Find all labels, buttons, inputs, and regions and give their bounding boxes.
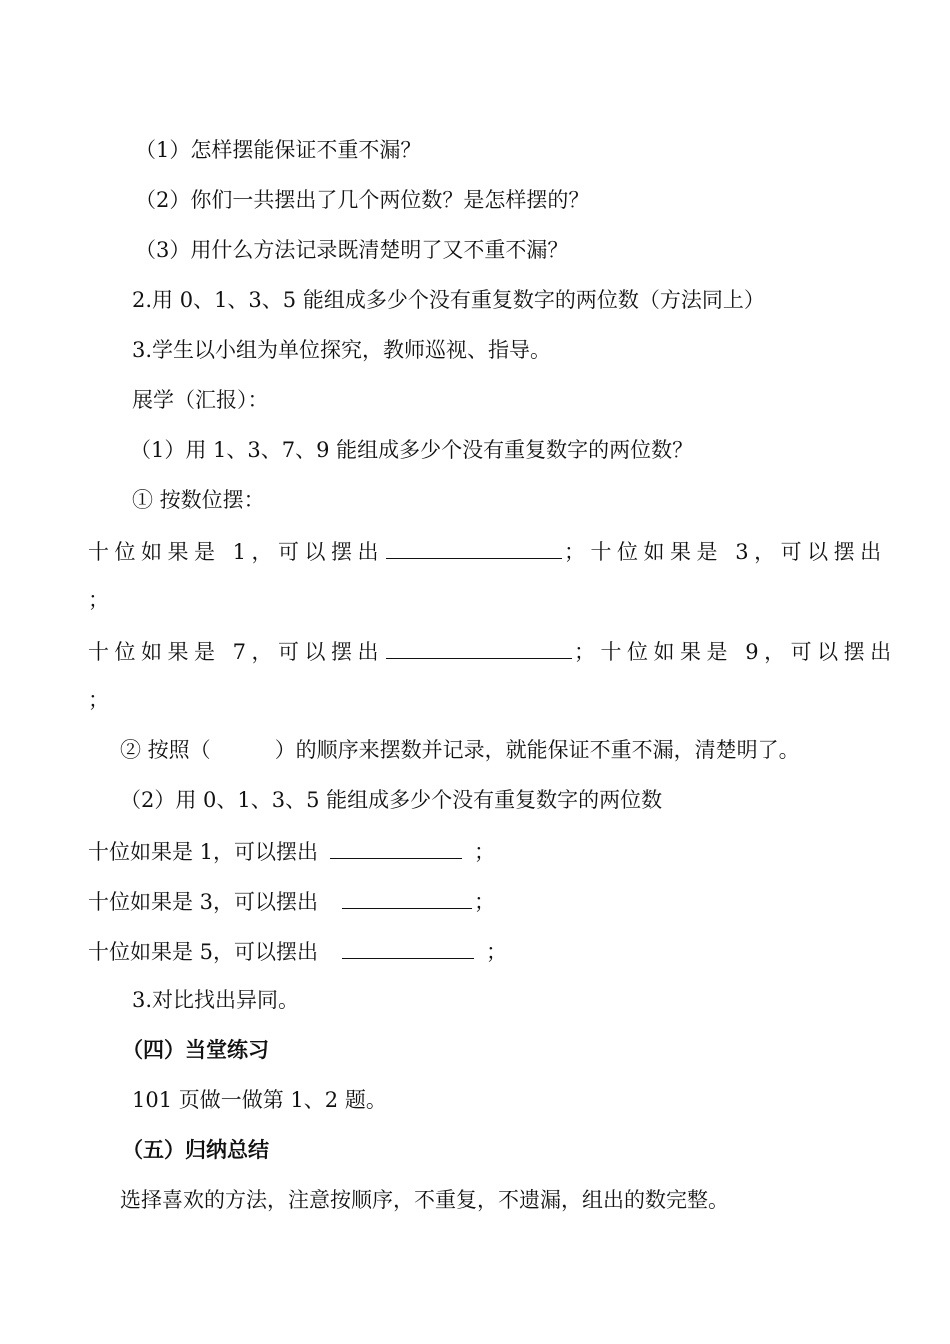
answer-blank[interactable] [386,636,572,659]
question-2: （2）你们一共摆出了几个两位数？是怎样摆的？ [135,188,590,212]
section-5-heading: （五）归纳总结 [122,1138,269,1162]
answer-blank[interactable] [342,936,474,959]
tens-row-1-right: ；十位如果是 3，可以摆出 [564,540,887,564]
section-4-heading: （四）当堂练习 [122,1038,269,1062]
step-3: 3.学生以小组为单位探究，教师巡视、指导。 [132,338,552,362]
tens-row-1 [88,536,887,564]
tens-3-line [88,886,495,914]
row-2-end: ； [88,688,109,712]
tens-5-end: ； [486,940,508,964]
method-2-pre: ② 按照（ [120,738,211,762]
part-1-question: （1）用 1、3、7、9 能组成多少个没有重复数字的两位数？ [130,438,694,462]
tens-1-line [88,836,495,864]
tens-row-2-right: ；十位如果是 9，可以摆出 [574,640,897,664]
answer-blank[interactable] [342,886,472,909]
method-2 [120,736,800,764]
answer-blank[interactable] [386,536,562,559]
compare-step: 3.对比找出异同。 [132,988,300,1012]
tens-5-line [88,936,507,964]
exercise-line: 101 页做一做第 1、2 题。 [132,1088,387,1112]
summary-line: 选择喜欢的方法，注意按顺序，不重复，不遗漏，组出的数完整。 [120,1188,729,1212]
tens-1-end: ； [474,840,496,864]
method-1: ① 按数位摆： [132,488,265,512]
question-3: （3）用什么方法记录既清楚明了又不重不漏？ [135,238,569,262]
tens-1-label: 十位如果是 1，可以摆出 [88,840,319,864]
method-2-post: ）的顺序来摆数并记录，就能保证不重不漏，清楚明了。 [274,738,800,762]
question-1: （1）怎样摆能保证不重不漏？ [135,138,422,162]
tens-5-label: 十位如果是 5，可以摆出 [88,940,319,964]
tens-row-1-left: 十位如果是 1，可以摆出 [88,540,385,564]
step-2: 2.用 0、1、3、5 能组成多少个没有重复数字的两位数（方法同上） [132,288,765,312]
answer-blank[interactable] [330,836,462,859]
tens-row-2-left: 十位如果是 7，可以摆出 [88,640,385,664]
tens-3-end: ； [474,890,496,914]
part-2-question: （2）用 0、1、3、5 能组成多少个没有重复数字的两位数 [120,788,663,812]
row-1-end: ； [88,588,109,612]
report-heading: 展学（汇报）： [132,388,269,412]
tens-row-2 [88,636,897,664]
tens-3-label: 十位如果是 3，可以摆出 [88,890,319,914]
